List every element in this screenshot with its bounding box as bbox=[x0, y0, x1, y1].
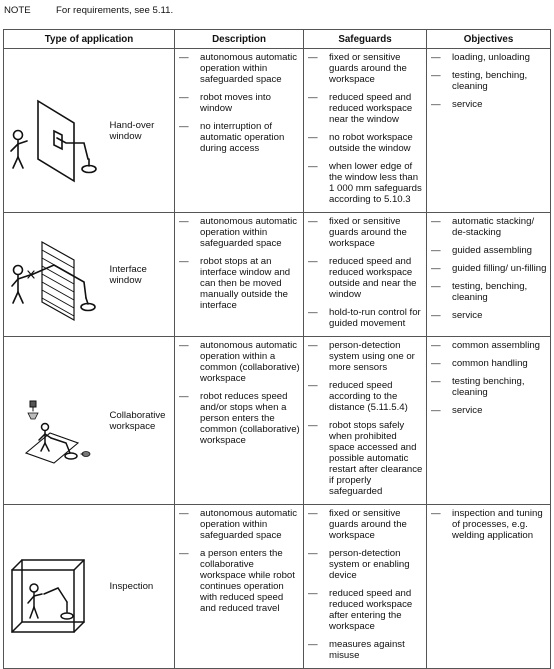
header-objectives: Objectives bbox=[427, 30, 551, 49]
header-type: Type of application bbox=[4, 30, 175, 49]
list-item: — common handling bbox=[427, 358, 550, 369]
list-item: — autonomous automatic operation within safeguarded space bbox=[175, 508, 303, 541]
type-name: Hand-over window bbox=[106, 49, 175, 213]
list-item: — person-detection system or enabling device bbox=[304, 548, 426, 581]
list-item: — testing benching, cleaning bbox=[427, 376, 550, 398]
list-item: — hold-to-run control for guided movement bbox=[304, 307, 426, 329]
table-row bbox=[4, 337, 551, 505]
list-item: — service bbox=[427, 405, 550, 416]
list-item: — robot stops at an interface window and can then be moved manually outside the interface bbox=[175, 256, 303, 311]
list-item: — when lower edge of the window less than 1 000 mm safeguards according to 5.10.3 bbox=[304, 161, 426, 205]
list-item: — inspection and tuning of processes, e.g. welding application bbox=[427, 508, 550, 541]
header-safeguards: Safeguards bbox=[304, 30, 427, 49]
list-item: — robot moves into window bbox=[175, 92, 303, 114]
table-row bbox=[4, 505, 551, 669]
table-row bbox=[4, 49, 551, 213]
list-item: — robot stops safely when prohibited space accessed and possible automatic restart after clearance if properly safeguarded bbox=[304, 420, 426, 497]
list-item: — fixed or sensitive guards around the workspace bbox=[304, 52, 426, 85]
hand-over-window-icon bbox=[4, 49, 106, 213]
safeguards-list bbox=[304, 52, 426, 205]
list-item: — autonomous automatic operation within safeguarded space bbox=[175, 216, 303, 249]
list-item: — loading, unloading bbox=[427, 52, 550, 63]
description-list bbox=[175, 508, 303, 614]
list-item: — a person enters the collaborative workspace while robot continues operation with reduced speed and reduced travel bbox=[175, 548, 303, 614]
note bbox=[4, 5, 173, 16]
list-item: — autonomous automatic operation within safeguarded space bbox=[175, 52, 303, 85]
list-item: — service bbox=[427, 99, 550, 110]
note-label: NOTE bbox=[4, 5, 31, 16]
list-item: — service bbox=[427, 310, 550, 321]
list-item: — person-detection system using one or more sensors bbox=[304, 340, 426, 373]
list-item: — robot reduces speed and/or stops when a person enters the common (collaborative) workspace bbox=[175, 391, 303, 446]
type-name: Inspection bbox=[106, 505, 175, 669]
list-item: — guided assembling bbox=[427, 245, 550, 256]
list-item: — reduced speed and reduced workspace near the window bbox=[304, 92, 426, 125]
list-item: — automatic stacking/ de-stacking bbox=[427, 216, 550, 238]
safeguards-list bbox=[304, 508, 426, 661]
list-item: — testing, benching, cleaning bbox=[427, 70, 550, 92]
type-name: Collaborative workspace bbox=[106, 337, 175, 505]
list-item: — reduced speed and reduced workspace outside and near the window bbox=[304, 256, 426, 300]
type-name: Interface window bbox=[106, 213, 175, 337]
list-item: — fixed or sensitive guards around the workspace bbox=[304, 216, 426, 249]
description-list bbox=[175, 216, 303, 311]
list-item: — no robot workspace outside the window bbox=[304, 132, 426, 154]
safeguards-list bbox=[304, 216, 426, 329]
list-item: — reduced speed according to the distance (5.11.5.4) bbox=[304, 380, 426, 413]
list-item: — testing, benching, cleaning bbox=[427, 281, 550, 303]
application-types-table bbox=[3, 29, 551, 669]
list-item: — measures against misuse bbox=[304, 639, 426, 661]
list-item: — autonomous automatic operation within a common (collaborative) workspace bbox=[175, 340, 303, 384]
list-item: — no interruption of automatic operation during access bbox=[175, 121, 303, 154]
objectives-list bbox=[427, 216, 550, 321]
safeguards-list bbox=[304, 340, 426, 497]
list-item: — fixed or sensitive guards around the workspace bbox=[304, 508, 426, 541]
description-list bbox=[175, 52, 303, 154]
note-text: For requirements, see 5.11. bbox=[56, 5, 174, 16]
description-list bbox=[175, 340, 303, 446]
table-header-row bbox=[4, 30, 551, 49]
interface-window-icon bbox=[4, 213, 106, 337]
objectives-list bbox=[427, 508, 550, 541]
objectives-list bbox=[427, 52, 550, 110]
list-item: — guided filling/ un-filling bbox=[427, 263, 550, 274]
list-item: — common assembling bbox=[427, 340, 550, 351]
table-row bbox=[4, 213, 551, 337]
inspection-icon bbox=[4, 505, 106, 669]
list-item: — reduced speed and reduced workspace after entering the workspace bbox=[304, 588, 426, 632]
objectives-list bbox=[427, 340, 550, 416]
collaborative-workspace-icon bbox=[4, 337, 106, 505]
header-description: Description bbox=[175, 30, 304, 49]
